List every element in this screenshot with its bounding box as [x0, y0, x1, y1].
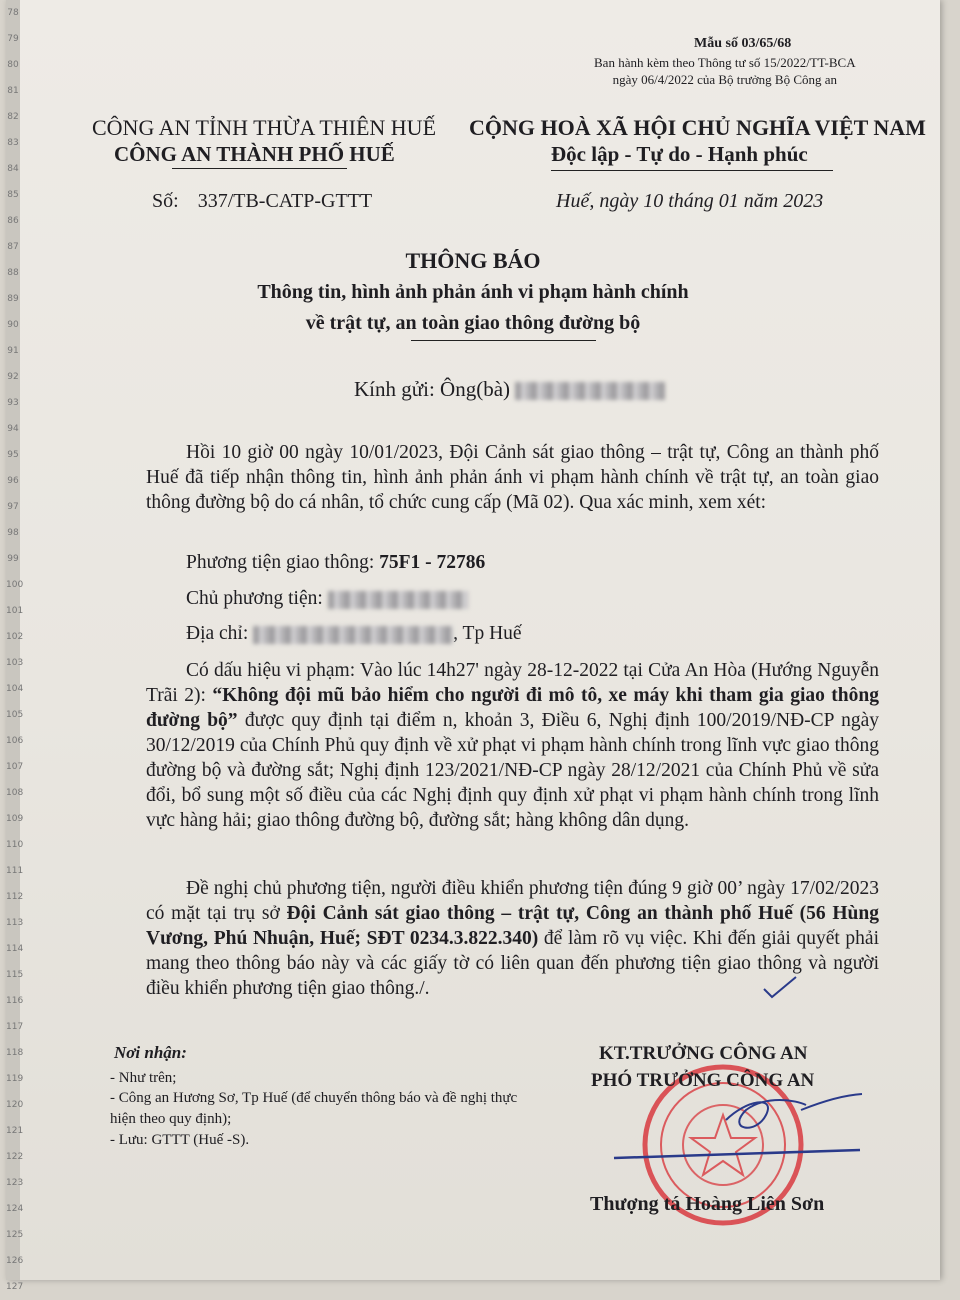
- request-text-end: để làm rõ vụ việc. Khi đến giải quyết phải mang theo thông báo này và các giấy tờ có liên quan đến phương tiện giao thông và người điều khiển phương tiện giao thông./.: [146, 928, 879, 999]
- title-underline: [411, 340, 596, 341]
- document-number-value: 337/TB-CATP-GTTT: [197, 190, 373, 212]
- document-page: [6, 0, 940, 1292]
- form-issued-line-1: Ban hành kèm theo Thông tư số 15/2022/TT-BCA: [594, 55, 856, 70]
- request-text-bold: Đội Cảnh sát giao thông – trật tự, Công an thành phố Huế (56 Hùng Vương, Phú Nhuận, Huế; SĐT 0234.3.822.340): [146, 903, 879, 949]
- motto-underline: [551, 170, 833, 171]
- greeting-label: Kính gửi: Ông(bà): [354, 377, 511, 401]
- agency-parent: CÔNG AN TỈNH THỪA THIÊN HUẾ: [92, 115, 437, 140]
- form-number: Mẫu số 03/65/68: [694, 36, 792, 51]
- redacted-address: [253, 626, 453, 644]
- document-subtitle-2: về trật tự, an toàn giao thông đường bộ: [305, 312, 641, 334]
- redacted-owner: [328, 591, 468, 609]
- document-number: [152, 190, 372, 213]
- paragraph-violation: [146, 658, 879, 833]
- ruler-strip: 78 79 80 81 82 83 84 85 86 87 88 89 90 91 92 93 94 95 96 97 98 99 100 101 102 103 104 105 106 107 108 109 110 111 112 113 114 115 116 117 118 119 120 121 122 123 124 125 126 127: [6, 0, 20, 1280]
- violation-text-bold: “Không đội mũ bảo hiểm cho người đi mô tô, xe máy khi tham gia giao thông đường bộ”: [146, 685, 879, 731]
- form-issued-note: [594, 54, 856, 88]
- violation-text-end: được quy định tại điểm n, khoản 3, Điều 6, Nghị định 100/2019/NĐ-CP ngày 30/12/2019 của Chính Phủ quy định về xử phạt vi phạm hành chính trong lĩnh vực giao thông đường bộ và đường sắt; Nghị định 123/2021/NĐ-CP ngày 28/12/2021 của Chính Phủ về sửa đổi, bổ sung một số điều của các Nghị định quy định xử phạt vi phạm hành chính trong lĩnh vực hàng hải; giao thông đường bộ, đường sắt; hàng không dân dụng.: [146, 710, 879, 831]
- address-label: Địa chỉ:: [186, 623, 249, 644]
- signer-name: Thượng tá Hoàng Liên Sơn: [590, 1193, 825, 1215]
- owner-label: Chủ phương tiện:: [186, 588, 323, 609]
- signature-title-2: PHÓ TRƯỞNG CÔNG AN: [591, 1070, 815, 1091]
- vehicle-plate: 75F1 - 72786: [379, 552, 486, 573]
- checkmark-icon: [762, 975, 798, 1001]
- recipient-item: - Công an Hương Sơ, Tp Huế (để chuyển thông báo và đề nghị thực hiện theo quy định);: [110, 1090, 518, 1127]
- recipient-item: - Như trên;: [110, 1070, 177, 1086]
- handwritten-signature: [606, 1080, 866, 1170]
- address-tail: , Tp Huế: [453, 623, 522, 644]
- paragraph-intro: Hồi 10 giờ 00 ngày 10/01/2023, Đội Cảnh sát giao thông – trật tự, Công an thành phố Huế đã tiếp nhận thông tin, hình ảnh phản ánh vi phạm hành chính về trật tự, an toàn giao thông đường bộ do cá nhân, tổ chức cung cấp (Mã 02). Qua xác minh, xem xét:: [146, 442, 879, 513]
- motto: Độc lập - Tự do - Hạnh phúc: [551, 142, 808, 166]
- recipient-item: - Lưu: GTTT (Huế -S).: [110, 1132, 250, 1148]
- document-number-label: Số:: [152, 190, 179, 212]
- document-subtitle-1: Thông tin, hình ảnh phản ánh vi phạm hành chính: [257, 281, 689, 303]
- owner-line: [186, 588, 468, 610]
- address-line: [186, 623, 522, 645]
- document-title: THÔNG BÁO: [405, 248, 541, 273]
- violation-text-start: Có dấu hiệu vi phạm: Vào lúc 14h27' ngày 28-12-2022 tại Cửa An Hòa (Hướng Nguyễn Trãi 2):: [146, 660, 879, 706]
- redacted-name: [515, 382, 665, 400]
- vehicle-label: Phương tiện giao thông:: [186, 552, 375, 573]
- request-text-start: Đề nghị chủ phương tiện, người điều khiển phương tiện đúng 9 giờ 00’ ngày 17/02/2023 có mặt tại trụ sở: [146, 878, 879, 924]
- nation-title: CỘNG HOÀ XÃ HỘI CHỦ NGHĨA VIỆT NAM: [469, 115, 926, 140]
- agency-name: CÔNG AN THÀNH PHỐ HUẾ: [114, 142, 395, 166]
- form-issued-line-2: ngày 06/4/2022 của Bộ trưởng Bộ Công an: [612, 72, 838, 87]
- recipients-title: Nơi nhận:: [114, 1043, 187, 1062]
- signature-title-1: KT.TRƯỞNG CÔNG AN: [599, 1043, 808, 1064]
- agency-underline: [172, 168, 347, 169]
- place-date: Huế, ngày 10 tháng 01 năm 2023: [556, 190, 824, 212]
- vehicle-line: [186, 552, 485, 574]
- greeting: [354, 377, 665, 402]
